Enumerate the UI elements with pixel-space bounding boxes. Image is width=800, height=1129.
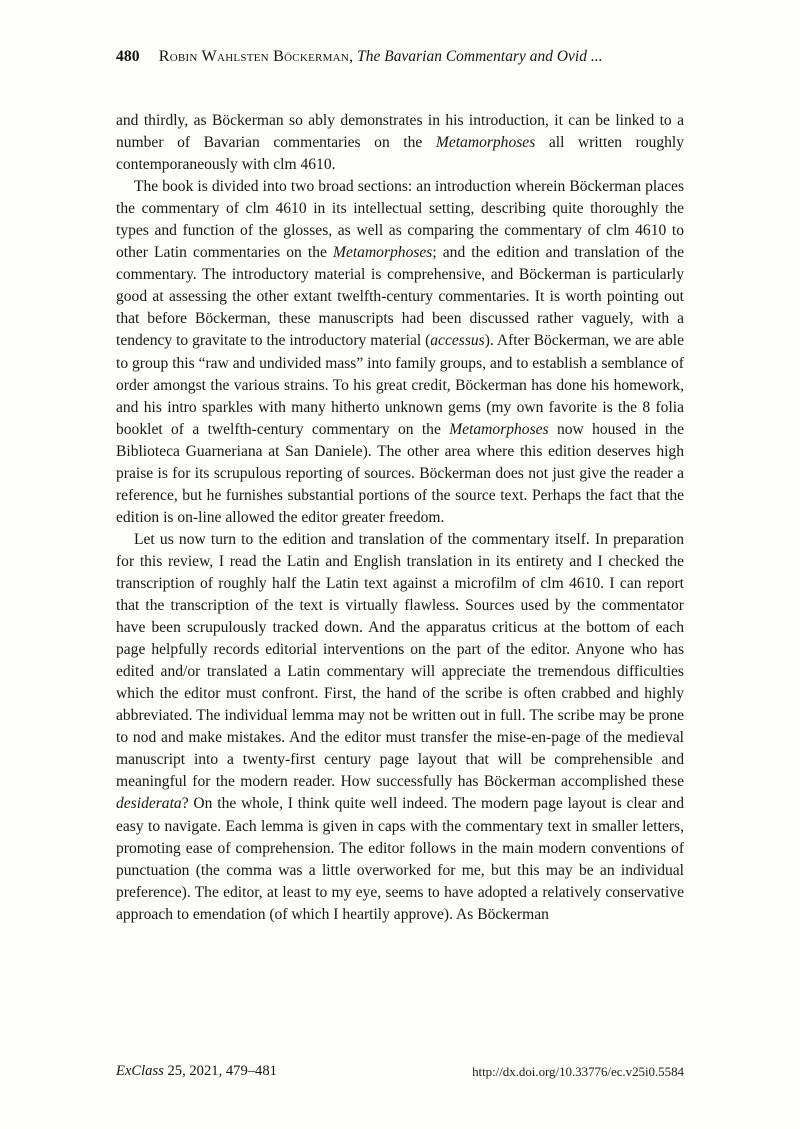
text-run: all written roughly contemporaneously with clm 4610. xyxy=(116,134,684,174)
text-run: and thirdly, as Böckerman so ably demonstrates in his introduction, it can be linked to a number of Bavarian commentaries on the xyxy=(116,112,684,152)
text-run: now housed in the Biblioteca Guarneriana at San Daniele). The other area where this edition deserves high praise is for its scrupulous reporting of sources. Böckerman does not just give the reader a reference, but he furnishes substantial portions of the source text. Perhaps the fact that the edition is on-line allowed the editor greater freedom. xyxy=(116,420,684,526)
running-head-title: The Bavarian Commentary and Ovid ... xyxy=(357,48,603,65)
footer-citation xyxy=(116,1060,277,1082)
italic-text-run: Metamorphoses xyxy=(449,420,549,438)
text-run: ? On the whole, I think quite well indeed. The modern page layout is clear and easy to navigate. Each lemma is given in caps with the commentary text in smaller letters, promoting ease of comprehension. The editor follows in the main modern conventions of punctuation (the comma was a little overworked for me, but this may be an individual preference). The editor, at least to my eye, seems to have adopted a relatively conservative approach to emendation (of which I heartily approve). As Böckerman xyxy=(116,795,684,923)
italic-text-run: Metamorphoses xyxy=(435,134,536,152)
text-run: ; and the edition and translation of the commentary. The introductory material is comprehensive, and Böckerman is particularly good at assessing the other extant twelfth-century commentaries. It is worth pointing out that before Böckerman, these manuscripts had been discussed rather vaguely, with a tendency to gravitate to the introductory material ( xyxy=(116,244,684,350)
italic-text-run: Metamorphoses xyxy=(332,244,433,262)
paragraph-2 xyxy=(116,176,684,529)
journal-issue-pages: 25, 2021, 479–481 xyxy=(163,1063,277,1079)
paragraph-1 xyxy=(116,110,684,176)
paragraph-3 xyxy=(116,529,684,926)
italic-text-run: accessus xyxy=(430,332,485,350)
running-head xyxy=(116,45,684,69)
body-text-block xyxy=(116,110,684,926)
text-run: Let us now turn to the edition and translation of the commentary itself. In preparation for this review, I read the Latin and English translation in its entirety and I checked the transcription of roughly half the Latin text against a microfilm of clm 4610. I can report that the transcription of the text is virtually flawless. Sources used by the commentator have been scrupulously tracked down. And the apparatus criticus at the bottom of each page helpfully records editorial interventions on the part of the editor. Anyone who has edited and/or translated a Latin commentary will appreciate the tremendous difficulties which the editor must confront. First, the hand of the scribe is often crabbed and highly abbreviated. The individual lemma may not be written out in full. The scribe may be prone to nod and make mistakes. And the editor must transfer the mise-en-page of the medieval manuscript into a twenty-first century page layout that will be comprehensible and meaningful for the modern reader. How successfully has Böckerman accomplished these xyxy=(116,530,684,791)
running-head-author: Robin Wahlsten Böckerman, xyxy=(158,48,354,65)
doi-link[interactable]: http://dx.doi.org/10.33776/ec.v25i0.5584 xyxy=(472,1064,684,1079)
italic-text-run: desiderata xyxy=(116,795,182,813)
text-run: The book is divided into two broad sections: an introduction wherein Böckerman places the commentary of clm 4610 in its intellectual setting, describing quite thoroughly the types and function of the glosses, as well as comparing the commentary of clm 4610 to other Latin commentaries on the xyxy=(116,178,684,262)
text-run: ). After Böckerman, we are able to group this “raw and undivided mass” into family groups, and to establish a semblance of order amongst the various strains. To his great credit, Böckerman has done his homework, and his intro sparkles with many hitherto unknown gems (my own favorite is the 8 folia booklet of a twelfth-century commentary on the xyxy=(116,332,684,438)
page-number: 480 xyxy=(116,48,140,65)
journal-name: ExClass xyxy=(116,1063,164,1079)
page-footer xyxy=(116,1060,684,1082)
